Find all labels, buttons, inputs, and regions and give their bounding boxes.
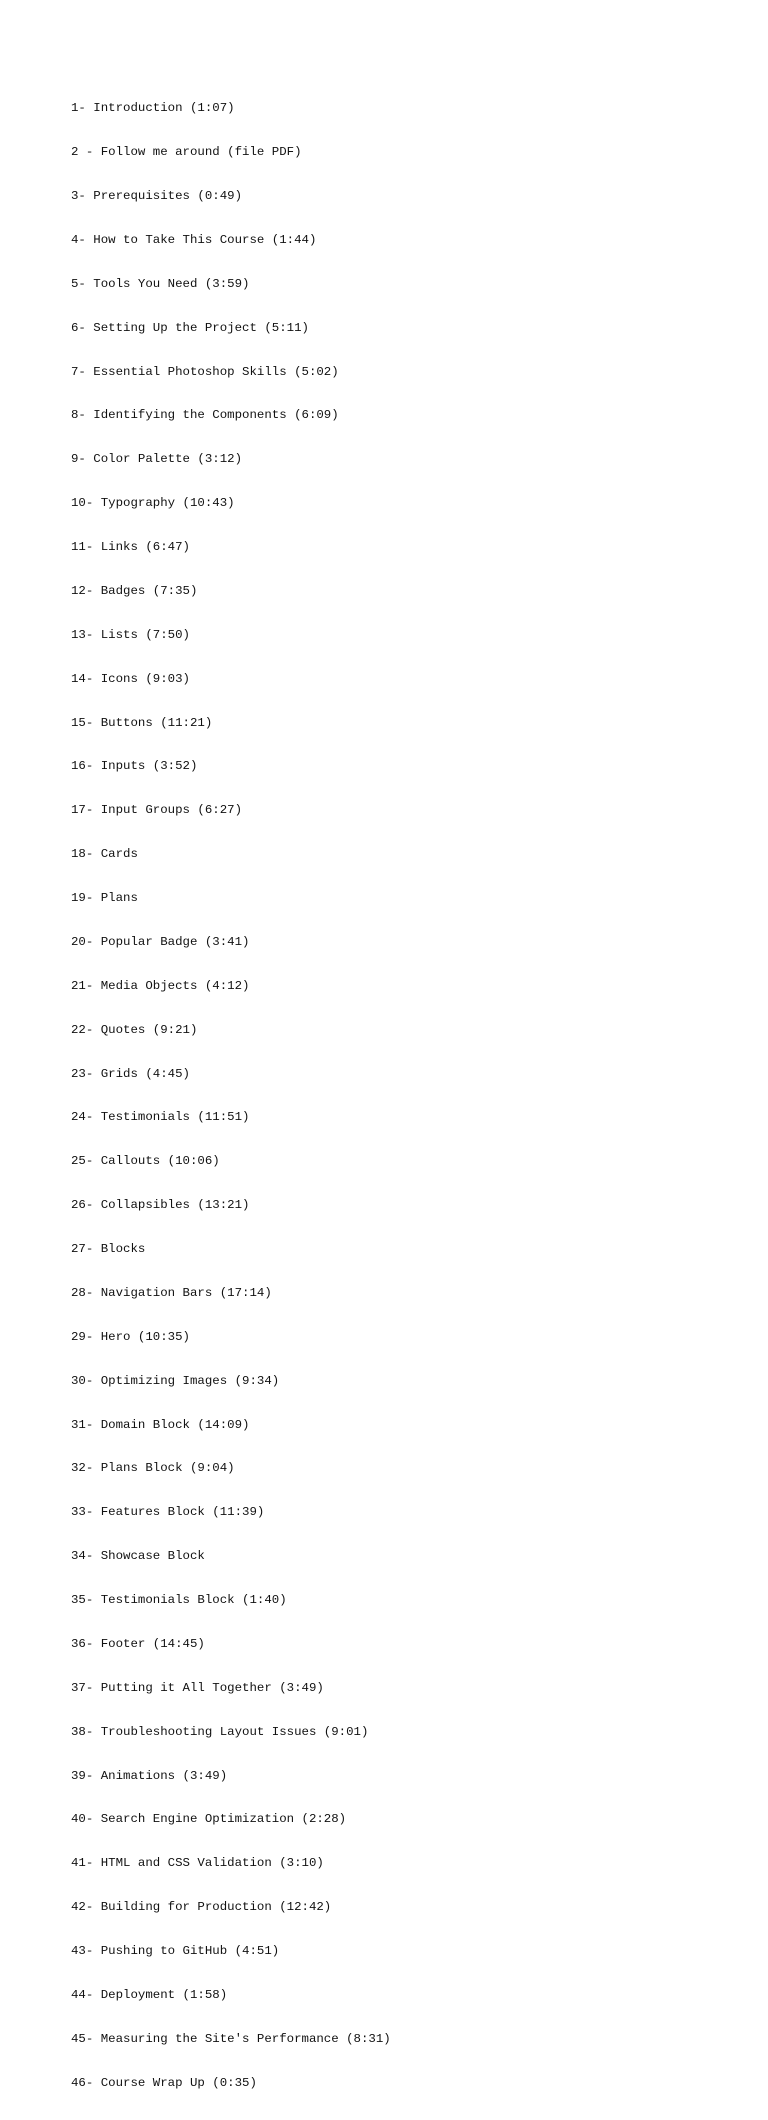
lesson-line: 7- Essential Photoshop Skills (5:02) — [71, 364, 339, 379]
lesson-line: 25- Callouts (10:06) — [71, 1154, 220, 1169]
lesson-line: 44- Deployment (1:58) — [71, 1987, 228, 2002]
lesson-line: 42- Building for Production (12:42) — [71, 1900, 332, 1915]
lesson-line: 13- Lists (7:50) — [71, 627, 190, 642]
lesson-line: 27- Blocks — [71, 1242, 146, 1256]
lesson-line: 30- Optimizing Images (9:34) — [71, 1373, 280, 1388]
lesson-line: 32- Plans Block (9:04) — [71, 1461, 235, 1476]
lesson-line: 10- Typography (10:43) — [71, 496, 235, 511]
lesson-line: 17- Input Groups (6:27) — [71, 803, 243, 818]
lesson-line: 2 - Follow me around (file PDF) — [71, 145, 302, 160]
lesson-line: 5- Tools You Need (3:59) — [71, 276, 250, 291]
lesson-line: 6- Setting Up the Project (5:11) — [71, 320, 309, 335]
lesson-line: 45- Measuring the Site's Performance (8:31) — [71, 2031, 391, 2046]
lesson-line: 22- Quotes (9:21) — [71, 1022, 198, 1037]
lesson-line: 40- Search Engine Optimization (2:28) — [71, 1812, 347, 1827]
lesson-line: 33- Features Block (11:39) — [71, 1505, 265, 1520]
lesson-line: 4- How to Take This Course (1:44) — [71, 232, 317, 247]
lesson-line: 20- Popular Badge (3:41) — [71, 934, 250, 949]
lesson-line: 41- HTML and CSS Validation (3:10) — [71, 1856, 324, 1871]
lesson-line: 9- Color Palette (3:12) — [71, 452, 243, 467]
lesson-line: 24- Testimonials (11:51) — [71, 1110, 250, 1125]
lesson-line: 43- Pushing to GitHub (4:51) — [71, 1944, 280, 1958]
lesson-line: 37- Putting it All Together (3:49) — [71, 1680, 324, 1695]
lesson-line: 21- Media Objects (4:12) — [71, 978, 250, 993]
lesson-line: 26- Collapsibles (13:21) — [71, 1198, 250, 1213]
lesson-line: 23- Grids (4:45) — [71, 1066, 190, 1081]
lesson-line: 28- Navigation Bars (17:14) — [71, 1285, 272, 1300]
course-lesson-list — [71, 72, 391, 2120]
lesson-line: 35- Testimonials Block (1:40) — [71, 1593, 287, 1607]
lesson-line: 16- Inputs (3:52) — [71, 759, 198, 774]
lesson-line: 8- Identifying the Components (6:09) — [71, 408, 339, 423]
lesson-line: 31- Domain Block (14:09) — [71, 1417, 250, 1432]
lesson-line: 12- Badges (7:35) — [71, 583, 198, 598]
lesson-line: 1- Introduction (1:07) — [71, 101, 235, 116]
lesson-line: 36- Footer (14:45) — [71, 1636, 205, 1651]
lesson-line: 38- Troubleshooting Layout Issues (9:01) — [71, 1724, 369, 1739]
lesson-line: 29- Hero (10:35) — [71, 1329, 190, 1344]
lesson-line: 11- Links (6:47) — [71, 540, 190, 554]
lesson-line: 19- Plans — [71, 891, 138, 905]
lesson-line: 15- Buttons (11:21) — [71, 715, 213, 730]
lesson-line: 34- Showcase Block — [71, 1549, 205, 1564]
lesson-line: 46- Course Wrap Up (0:35) — [71, 2075, 257, 2090]
lesson-line: 39- Animations (3:49) — [71, 1768, 228, 1783]
lesson-line: 14- Icons (9:03) — [71, 671, 190, 686]
lesson-line: 3- Prerequisites (0:49) — [71, 189, 243, 203]
lesson-line: 18- Cards — [71, 847, 138, 862]
